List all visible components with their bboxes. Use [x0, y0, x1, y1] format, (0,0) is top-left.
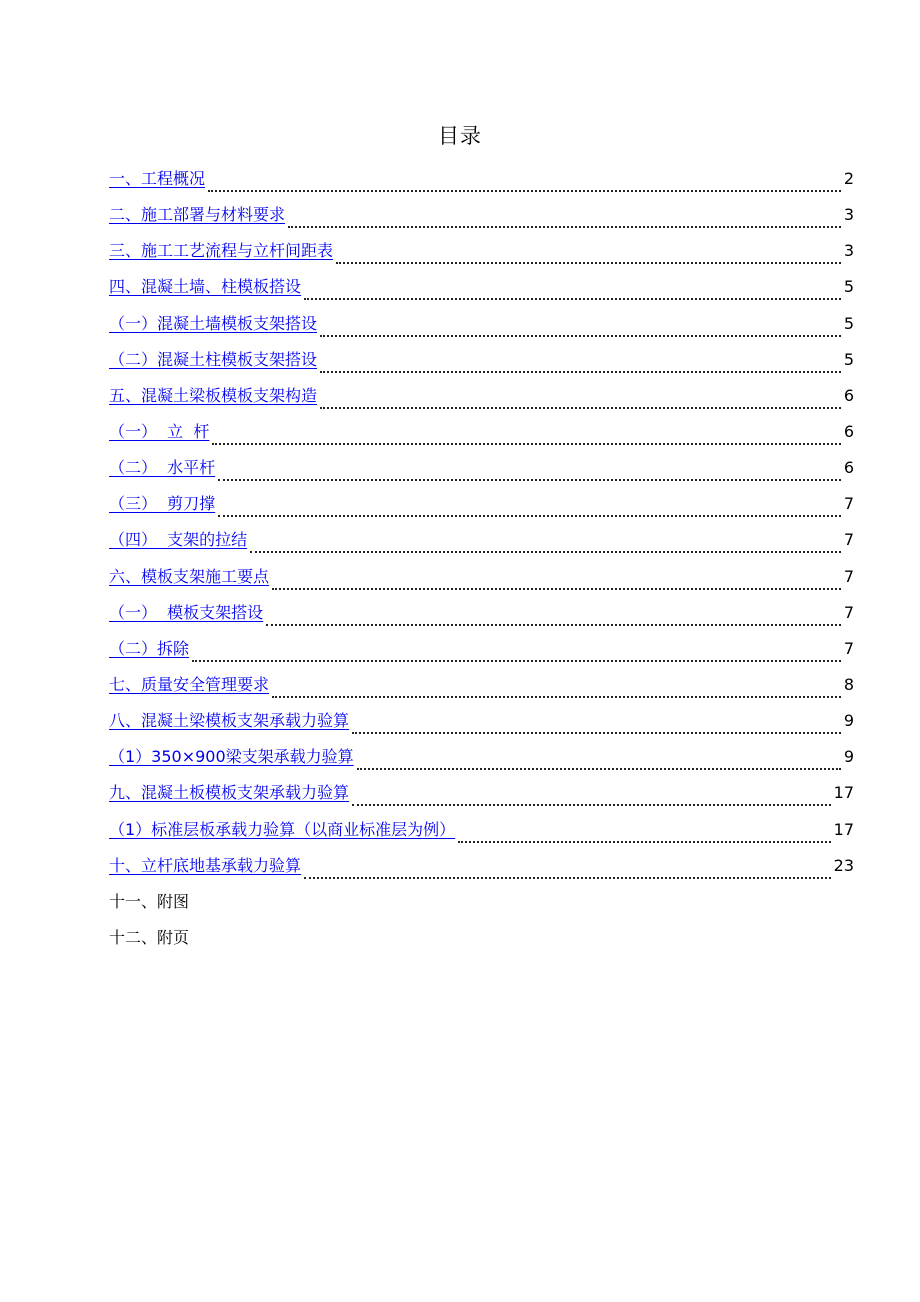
toc-link[interactable]: （一）混凝土墙模板支架搭设 — [109, 313, 318, 333]
toc-link[interactable]: 八、混凝土梁模板支架承载力验算 — [109, 711, 350, 731]
toc-link[interactable]: （二） 水平杆 — [109, 458, 216, 478]
dot-leader — [352, 804, 831, 806]
toc-entry[interactable] — [109, 165, 854, 201]
dot-leader — [272, 696, 841, 698]
toc-plain-entry: 十二、附页 — [109, 927, 190, 947]
toc-entry[interactable] — [109, 635, 854, 671]
dot-leader — [320, 335, 841, 337]
toc-plain-entry: 十一、附图 — [109, 891, 190, 911]
toc-page-number: 5 — [843, 349, 854, 369]
toc-entry[interactable] — [109, 779, 854, 815]
toc-page-number: 6 — [843, 458, 854, 478]
dot-leader — [304, 298, 841, 300]
toc-entry[interactable] — [109, 852, 854, 888]
toc-title: 目录 — [438, 124, 482, 148]
dot-leader — [272, 588, 841, 590]
toc-link[interactable]: 七、质量安全管理要求 — [109, 674, 270, 694]
toc-entry[interactable] — [109, 707, 854, 743]
toc-page-number: 6 — [843, 421, 854, 441]
toc-entry[interactable] — [109, 671, 854, 707]
toc-page-number: 7 — [843, 494, 854, 514]
toc-entry[interactable] — [109, 490, 854, 526]
dot-leader — [208, 190, 841, 192]
toc-page-number: 23 — [833, 855, 854, 875]
toc-entry[interactable] — [109, 310, 854, 346]
toc-link[interactable]: （1）350×900梁支架承载力验算 — [109, 747, 354, 767]
toc-entry[interactable] — [109, 273, 854, 309]
toc-page-number: 8 — [843, 674, 854, 694]
toc-entry[interactable] — [109, 526, 854, 562]
toc-page-number: 7 — [843, 566, 854, 586]
dot-leader — [357, 768, 841, 770]
toc-page-number: 9 — [843, 711, 854, 731]
toc-entry[interactable] — [109, 454, 854, 490]
toc-link[interactable]: （一） 模板支架搭设 — [109, 602, 264, 622]
toc-link[interactable]: （二）混凝土柱模板支架搭设 — [109, 349, 318, 369]
toc-page-number: 3 — [843, 205, 854, 225]
toc-link[interactable]: 三、施工工艺流程与立杆间距表 — [109, 241, 334, 261]
toc-entry[interactable] — [109, 237, 854, 273]
dot-leader — [192, 660, 841, 662]
toc-link[interactable]: 六、模板支架施工要点 — [109, 566, 270, 586]
dot-leader — [304, 877, 831, 879]
dot-leader — [212, 443, 840, 445]
toc-entry[interactable] — [109, 346, 854, 382]
toc-link[interactable]: （一） 立 杆 — [109, 421, 210, 441]
toc-link[interactable]: 十、立杆底地基承载力验算 — [109, 855, 302, 875]
toc-page-number: 5 — [843, 313, 854, 333]
toc-link[interactable]: （三） 剪刀撑 — [109, 494, 216, 514]
toc-page-number: 7 — [843, 602, 854, 622]
dot-leader — [266, 624, 841, 626]
toc-page-number: 7 — [843, 530, 854, 550]
toc-page-number: 7 — [843, 638, 854, 658]
toc-page-number: 17 — [833, 819, 854, 839]
toc-link[interactable]: 五、混凝土梁板模板支架构造 — [109, 385, 318, 405]
toc-entry[interactable] — [109, 382, 854, 418]
toc-entry[interactable] — [109, 743, 854, 779]
dot-leader — [352, 732, 841, 734]
dot-leader — [320, 371, 841, 373]
toc-page-number: 5 — [843, 277, 854, 297]
toc-link[interactable]: 二、施工部署与材料要求 — [109, 205, 286, 225]
dot-leader — [218, 515, 841, 517]
toc-link[interactable]: 四、混凝土墙、柱模板搭设 — [109, 277, 302, 297]
toc-entry[interactable] — [109, 599, 854, 635]
dot-leader — [218, 479, 841, 481]
dot-leader — [250, 551, 841, 553]
toc-entry[interactable] — [109, 418, 854, 454]
toc-entry[interactable] — [109, 563, 854, 599]
toc-link[interactable]: （1）标准层板承载力验算（以商业标准层为例） — [109, 819, 456, 839]
dot-leader — [288, 226, 841, 228]
toc-link[interactable]: （二）拆除 — [109, 638, 190, 658]
dot-leader — [320, 407, 841, 409]
toc-page-number: 17 — [833, 783, 854, 803]
toc-page-number: 3 — [843, 241, 854, 261]
toc-page-number: 2 — [843, 169, 854, 188]
toc-link[interactable]: 九、混凝土板模板支架承载力验算 — [109, 783, 350, 803]
dot-leader — [336, 262, 841, 264]
toc-link[interactable]: （四） 支架的拉结 — [109, 530, 248, 550]
toc-entry[interactable] — [109, 816, 854, 852]
toc-link[interactable]: 一、工程概况 — [109, 169, 206, 188]
table-of-contents — [109, 165, 854, 960]
dot-leader — [458, 841, 830, 843]
toc-page-number: 9 — [843, 747, 854, 767]
toc-page-number: 6 — [843, 385, 854, 405]
toc-entry[interactable] — [109, 201, 854, 237]
